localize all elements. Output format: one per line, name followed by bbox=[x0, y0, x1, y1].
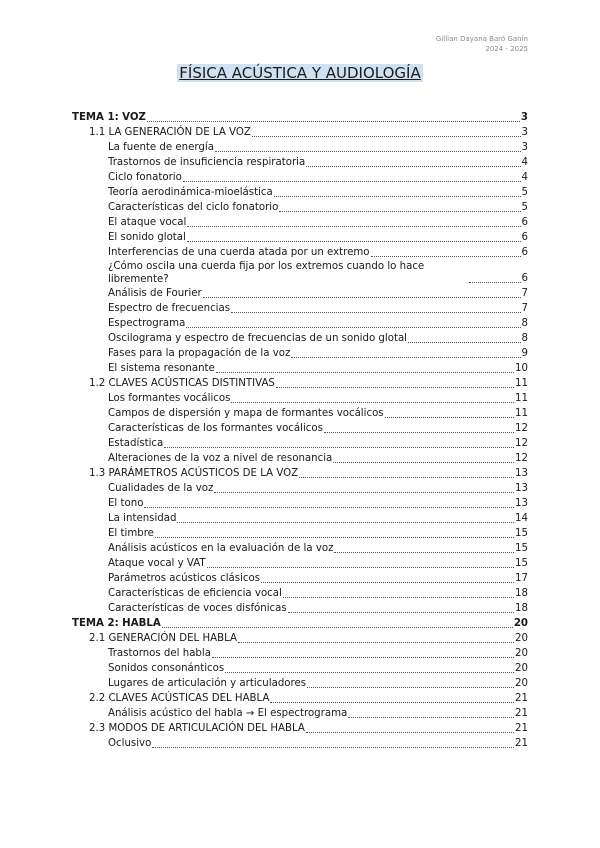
toc-entry-page: 10 bbox=[515, 363, 528, 374]
toc-entry-label: Espectrograma bbox=[108, 318, 186, 329]
toc-entry-label: Teoría aerodinámica-mioelástica bbox=[108, 187, 273, 198]
toc-entry-page: 6 bbox=[521, 232, 528, 243]
toc-entry[interactable] bbox=[72, 361, 528, 376]
toc-entry-label: 2.2 CLAVES ACÚSTICAS DEL HABLA bbox=[89, 693, 270, 704]
toc-entry-page: 21 bbox=[515, 693, 528, 704]
toc-entry-label: TEMA 2: HABLA bbox=[72, 618, 161, 629]
toc-entry[interactable] bbox=[72, 646, 528, 661]
toc-leader-dots bbox=[306, 732, 514, 733]
toc-entry-label: 1.1 LA GENERACIÓN DE LA VOZ bbox=[89, 127, 251, 138]
toc-entry[interactable] bbox=[72, 260, 528, 286]
toc-leader-dots bbox=[207, 567, 514, 568]
toc-leader-dots bbox=[270, 702, 514, 703]
toc-leader-dots bbox=[276, 387, 514, 388]
toc-leader-dots bbox=[215, 151, 521, 152]
toc-entry-label: Cualidades de la voz bbox=[108, 483, 214, 494]
toc-entry-label: Trastornos de insuficiencia respiratoria bbox=[108, 157, 306, 168]
toc-entry-page: 6 bbox=[521, 217, 528, 228]
toc-entry-page: 13 bbox=[515, 468, 528, 479]
title-text: FÍSICA ACÚSTICA Y AUDIOLOGÍA bbox=[179, 64, 421, 82]
toc-entry-label: Análisis acústicos en la evaluación de la voz bbox=[108, 543, 334, 554]
toc-entry-label: Análisis de Fourier bbox=[108, 288, 202, 299]
toc-entry-page: 20 bbox=[515, 648, 528, 659]
toc-entry[interactable] bbox=[72, 406, 528, 421]
toc-entry-label: Características de los formantes vocálicos bbox=[108, 423, 323, 434]
toc-leader-dots bbox=[144, 507, 514, 508]
table-of-contents bbox=[72, 110, 528, 751]
toc-entry-page: 14 bbox=[515, 513, 528, 524]
toc-leader-dots bbox=[408, 342, 521, 343]
toc-leader-dots bbox=[306, 166, 520, 167]
toc-leader-dots bbox=[164, 447, 514, 448]
toc-leader-dots bbox=[299, 477, 514, 478]
toc-entry-label: Características de eficiencia vocal bbox=[108, 588, 282, 599]
toc-entry-label: Oclusivo bbox=[108, 738, 152, 749]
toc-leader-dots bbox=[187, 241, 521, 242]
toc-entry-label: Oscilograma y espectro de frecuencias de un sonido glotal bbox=[108, 333, 408, 344]
toc-entry-page: 21 bbox=[515, 723, 528, 734]
toc-entry-page: 12 bbox=[515, 438, 528, 449]
toc-leader-dots bbox=[274, 196, 521, 197]
toc-leader-dots bbox=[183, 181, 521, 182]
toc-leader-dots bbox=[279, 211, 520, 212]
toc-entry[interactable] bbox=[72, 571, 528, 586]
toc-leader-dots bbox=[261, 582, 514, 583]
toc-entry[interactable] bbox=[72, 511, 528, 526]
toc-entry-page: 7 bbox=[521, 288, 528, 299]
toc-entry-page: 8 bbox=[521, 333, 528, 344]
toc-entry-page: 15 bbox=[515, 528, 528, 539]
toc-entry[interactable] bbox=[72, 155, 528, 170]
toc-entry[interactable] bbox=[72, 200, 528, 215]
toc-leader-dots bbox=[231, 312, 520, 313]
toc-entry-page: 18 bbox=[515, 588, 528, 599]
toc-leader-dots bbox=[348, 717, 514, 718]
toc-entry-label: El timbre bbox=[108, 528, 154, 539]
toc-entry-label: La intensidad bbox=[108, 513, 177, 524]
toc-entry-label: Parámetros acústicos clásicos bbox=[108, 573, 261, 584]
toc-leader-dots bbox=[162, 627, 513, 628]
toc-leader-dots bbox=[371, 256, 521, 257]
toc-entry[interactable] bbox=[72, 125, 528, 140]
toc-entry-label: Alteraciones de la voz a nivel de resonancia bbox=[108, 453, 333, 464]
toc-entry[interactable] bbox=[72, 346, 528, 361]
toc-entry[interactable] bbox=[72, 391, 528, 406]
toc-entry[interactable] bbox=[72, 706, 528, 721]
toc-leader-dots bbox=[152, 747, 514, 748]
toc-entry-page: 20 bbox=[515, 678, 528, 689]
toc-leader-dots bbox=[291, 357, 520, 358]
toc-entry[interactable] bbox=[72, 451, 528, 466]
toc-leader-dots bbox=[214, 492, 514, 493]
toc-entry[interactable] bbox=[72, 316, 528, 331]
toc-entry-page: 6 bbox=[521, 273, 528, 284]
toc-entry[interactable] bbox=[72, 215, 528, 230]
toc-entry-label: 2.1 GENERACIÓN DEL HABLA bbox=[89, 633, 237, 644]
toc-entry-page: 11 bbox=[515, 378, 528, 389]
toc-entry-label: El sonido glotal bbox=[108, 232, 186, 243]
toc-entry[interactable] bbox=[72, 676, 528, 691]
toc-entry-page: 13 bbox=[515, 483, 528, 494]
toc-entry-label: ¿Cómo oscila una cuerda fija por los extremos cuando lo hace libremente? bbox=[108, 261, 425, 285]
toc-entry-page: 18 bbox=[515, 603, 528, 614]
toc-entry-label: Análisis acústico del habla → El espectrograma bbox=[108, 708, 348, 719]
toc-leader-dots bbox=[283, 597, 514, 598]
toc-entry[interactable] bbox=[72, 376, 528, 391]
toc-entry[interactable] bbox=[72, 140, 528, 155]
toc-entry-label: Campos de dispersión y mapa de formantes vocálicos bbox=[108, 408, 384, 419]
toc-entry[interactable] bbox=[72, 110, 528, 125]
toc-entry[interactable] bbox=[72, 170, 528, 185]
toc-leader-dots bbox=[334, 552, 514, 553]
author-header bbox=[436, 34, 528, 54]
toc-entry-label: Trastornos del habla bbox=[108, 648, 211, 659]
toc-leader-dots bbox=[231, 402, 514, 403]
toc-entry-page: 9 bbox=[521, 348, 528, 359]
toc-entry[interactable] bbox=[72, 481, 528, 496]
toc-entry-page: 7 bbox=[521, 303, 528, 314]
toc-entry-page: 21 bbox=[515, 738, 528, 749]
toc-leader-dots bbox=[186, 327, 520, 328]
toc-entry-label: Los formantes vocálicos bbox=[108, 393, 231, 404]
toc-entry-label: Estadística bbox=[108, 438, 164, 449]
toc-leader-dots bbox=[238, 642, 514, 643]
toc-entry-page: 21 bbox=[515, 708, 528, 719]
toc-entry[interactable] bbox=[72, 466, 528, 481]
toc-entry-page: 5 bbox=[521, 202, 528, 213]
toc-entry-label: Ciclo fonatorio bbox=[108, 172, 182, 183]
toc-entry-label: El sistema resonante bbox=[108, 363, 215, 374]
toc-entry-label: Espectro de frecuencias bbox=[108, 303, 231, 314]
toc-entry-page: 4 bbox=[521, 157, 528, 168]
toc-entry-page: 20 bbox=[515, 633, 528, 644]
toc-entry-label: 1.2 CLAVES ACÚSTICAS DISTINTIVAS bbox=[89, 378, 275, 389]
toc-entry-page: 5 bbox=[521, 187, 528, 198]
toc-entry[interactable] bbox=[72, 736, 528, 751]
toc-entry-page: 20 bbox=[513, 618, 528, 629]
toc-entry[interactable] bbox=[72, 496, 528, 511]
author-name: Gillian Dayana Baró Ganín bbox=[435, 35, 528, 43]
academic-year: 2024 - 2025 bbox=[485, 45, 528, 53]
toc-entry-page: 13 bbox=[515, 498, 528, 509]
toc-leader-dots bbox=[324, 432, 514, 433]
toc-entry[interactable] bbox=[72, 436, 528, 451]
toc-entry[interactable] bbox=[72, 631, 528, 646]
toc-entry[interactable] bbox=[72, 526, 528, 541]
toc-leader-dots bbox=[385, 417, 514, 418]
toc-entry[interactable] bbox=[72, 286, 528, 301]
toc-entry[interactable] bbox=[72, 185, 528, 200]
toc-entry[interactable] bbox=[72, 661, 528, 676]
toc-entry[interactable] bbox=[72, 601, 528, 616]
toc-entry-page: 15 bbox=[515, 543, 528, 554]
toc-entry-label: El tono bbox=[108, 498, 144, 509]
toc-entry-label: Interferencias de una cuerda atada por un extremo bbox=[108, 247, 370, 258]
toc-entry-page: 11 bbox=[515, 408, 528, 419]
toc-entry[interactable] bbox=[72, 245, 528, 260]
toc-leader-dots bbox=[225, 672, 514, 673]
toc-entry[interactable] bbox=[72, 331, 528, 346]
toc-entry[interactable] bbox=[72, 721, 528, 736]
toc-entry-label: 1.3 PARÁMETROS ACÚSTICOS DE LA VOZ bbox=[89, 468, 299, 479]
toc-leader-dots bbox=[147, 121, 520, 122]
toc-leader-dots bbox=[469, 282, 521, 283]
toc-leader-dots bbox=[187, 226, 520, 227]
toc-entry-label: Sonidos consonánticos bbox=[108, 663, 225, 674]
toc-leader-dots bbox=[177, 522, 514, 523]
toc-entry-page: 3 bbox=[521, 142, 528, 153]
toc-entry-label: Lugares de articulación y articuladores bbox=[108, 678, 307, 689]
toc-entry[interactable] bbox=[72, 541, 528, 556]
toc-entry-label: Fases para la propagación de la voz bbox=[108, 348, 291, 359]
toc-entry-label: TEMA 1: VOZ bbox=[72, 112, 146, 123]
toc-entry[interactable] bbox=[72, 230, 528, 245]
toc-leader-dots bbox=[203, 297, 521, 298]
toc-entry[interactable] bbox=[72, 691, 528, 706]
toc-entry-page: 15 bbox=[515, 558, 528, 569]
toc-entry-page: 20 bbox=[515, 663, 528, 674]
toc-leader-dots bbox=[155, 537, 514, 538]
toc-entry-page: 17 bbox=[515, 573, 528, 584]
toc-leader-dots bbox=[307, 687, 514, 688]
toc-leader-dots bbox=[216, 372, 514, 373]
toc-entry-page: 6 bbox=[521, 247, 528, 258]
toc-entry-page: 12 bbox=[515, 453, 528, 464]
toc-entry[interactable] bbox=[72, 616, 528, 631]
toc-entry-page: 12 bbox=[515, 423, 528, 434]
toc-leader-dots bbox=[288, 612, 514, 613]
toc-leader-dots bbox=[212, 657, 514, 658]
toc-entry[interactable] bbox=[72, 586, 528, 601]
toc-entry-page: 3 bbox=[521, 127, 528, 138]
toc-entry[interactable] bbox=[72, 301, 528, 316]
toc-leader-dots bbox=[252, 136, 521, 137]
toc-entry-label: 2.3 MODOS DE ARTICULACIÓN DEL HABLA bbox=[89, 723, 305, 734]
toc-entry-page: 4 bbox=[521, 172, 528, 183]
toc-entry-page: 3 bbox=[520, 112, 528, 123]
toc-entry-page: 11 bbox=[515, 393, 528, 404]
toc-entry[interactable] bbox=[72, 556, 528, 571]
toc-entry-label: Características del ciclo fonatorio bbox=[108, 202, 279, 213]
toc-leader-dots bbox=[333, 462, 514, 463]
document-title bbox=[0, 63, 600, 82]
toc-entry-label: La fuente de energía bbox=[108, 142, 214, 153]
toc-entry-label: Ataque vocal y VAT bbox=[108, 558, 206, 569]
toc-entry-label: El ataque vocal bbox=[108, 217, 187, 228]
toc-entry-label: Características de voces disfónicas bbox=[108, 603, 287, 614]
toc-entry-page: 8 bbox=[521, 318, 528, 329]
toc-entry[interactable] bbox=[72, 421, 528, 436]
